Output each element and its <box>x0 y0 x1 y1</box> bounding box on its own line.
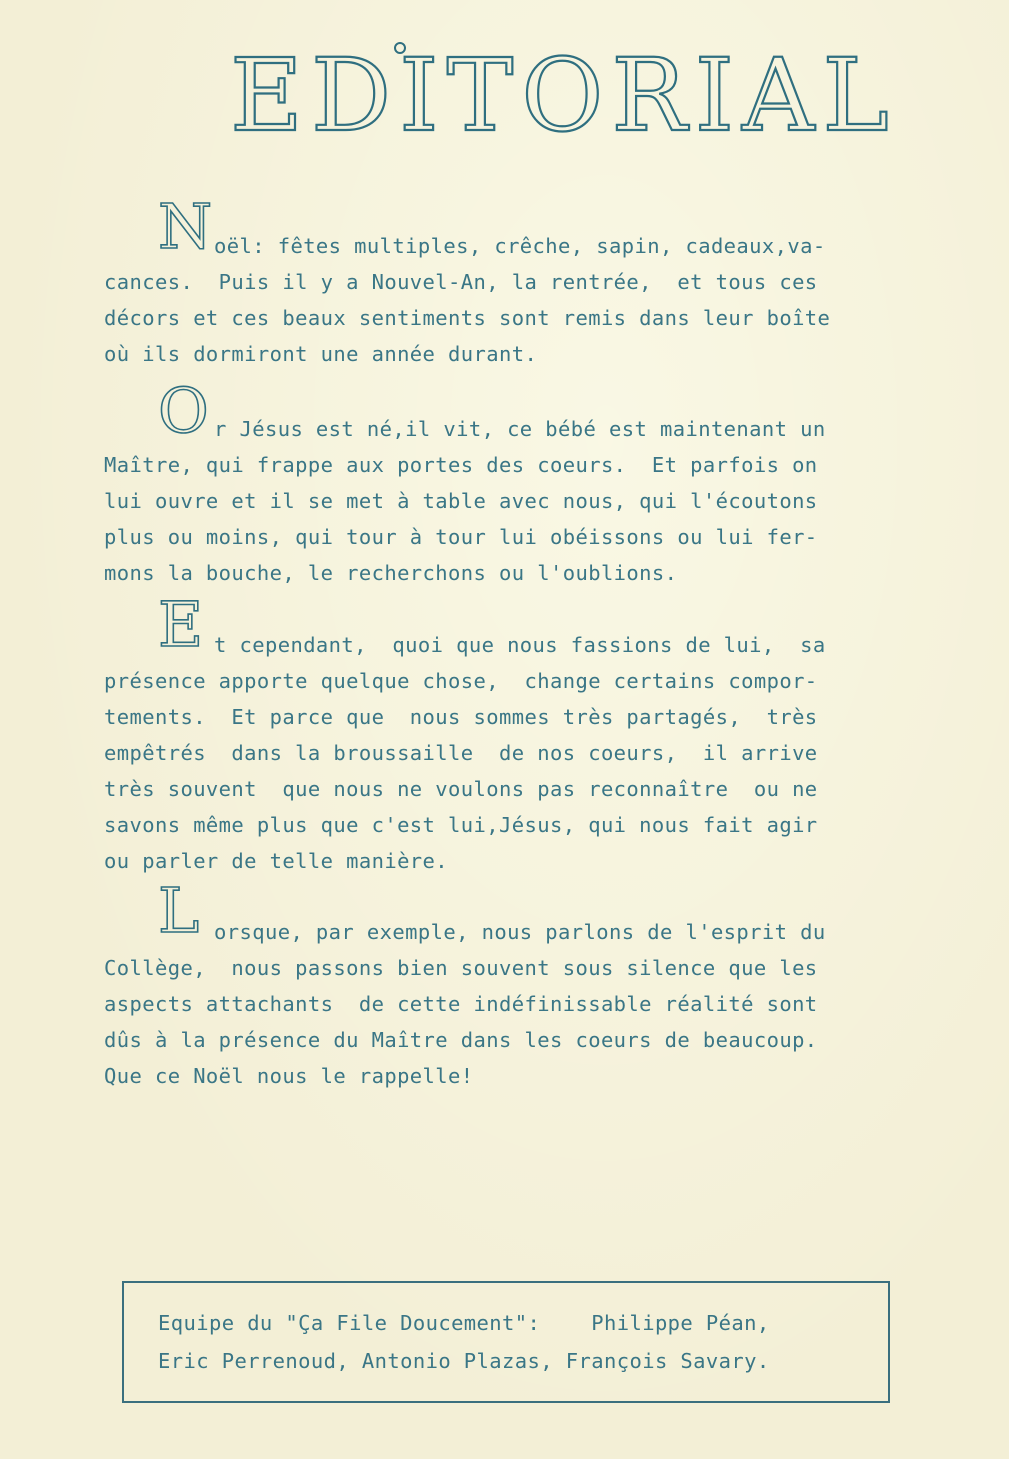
paragraph-4-line-1: orsque, par exemple, nous parlons de l'esprit du <box>214 920 826 944</box>
paragraph-3-line-2: présence apporte quelque chose, change certains compor- <box>104 669 818 693</box>
editorial-title <box>230 37 897 154</box>
paragraph-3 <box>104 627 936 879</box>
paragraph-3-line-3: tements. Et parce que nous sommes très partagés, très <box>104 705 818 729</box>
paragraph-1 <box>104 228 936 372</box>
paragraph-3-line-6: savons même plus que c'est lui,Jésus, qui nous fait agir <box>104 813 818 837</box>
dropcap-1: N <box>158 190 213 263</box>
paragraph-4-line-2: Collège, nous passons bien souvent sous silence que les <box>104 956 818 980</box>
dropcap-3: E <box>158 588 204 661</box>
paragraph-4 <box>104 914 936 1094</box>
paragraph-2-line-1: r Jésus est né,il vit, ce bébé est maintenant un <box>214 417 826 441</box>
dropcap-4: L <box>158 874 200 947</box>
paragraph-4-line-5: Que ce Noël nous le rappelle! <box>104 1064 474 1088</box>
paragraph-2-line-4: plus ou moins, qui tour à tour lui obéissons ou lui fer- <box>104 525 818 549</box>
paragraph-1-line-3: décors et ces beaux sentiments sont remis dans leur boîte <box>104 306 831 330</box>
title-text: EDITORIAL <box>230 37 897 154</box>
paragraph-4-line-4: dûs à la présence du Maître dans les coeurs de beaucoup. <box>104 1028 818 1052</box>
paragraph-2-line-3: lui ouvre et il se met à table avec nous, qui l'écoutons <box>104 489 818 513</box>
paragraph-2-line-5: mons la bouche, le recherchons ou l'oublions. <box>104 561 678 585</box>
credits-box <box>122 1281 890 1403</box>
paragraph-2 <box>104 411 936 591</box>
title-svg <box>230 37 897 154</box>
credits-line-2: Eric Perrenoud, Antonio Plazas, François Savary. <box>158 1349 770 1373</box>
credits-line-1: Equipe du "Ça File Doucement": Philippe Péan, <box>158 1311 770 1335</box>
paragraph-3-line-5: très souvent que nous ne voulons pas reconnaître ou ne <box>104 777 818 801</box>
dropcap-2: O <box>158 374 209 447</box>
paragraph-1-line-1: oël: fêtes multiples, crêche, sapin, cadeaux,va- <box>214 234 826 258</box>
paragraph-3-line-7: ou parler de telle manière. <box>104 849 449 873</box>
paragraph-3-line-4: empêtrés dans la broussaille de nos coeurs, il arrive <box>104 741 818 765</box>
paragraph-1-line-4: où ils dormiront une année durant. <box>104 342 538 366</box>
paragraph-1-line-2: cances. Puis il y a Nouvel-An, la rentrée, et tous ces <box>104 270 818 294</box>
paragraph-4-line-3: aspects attachants de cette indéfinissable réalité sont <box>104 992 818 1016</box>
paragraph-3-line-1: t cependant, quoi que nous fassions de lui, sa <box>214 633 826 657</box>
paragraph-2-line-2: Maître, qui frappe aux portes des coeurs. Et parfois on <box>104 453 818 477</box>
